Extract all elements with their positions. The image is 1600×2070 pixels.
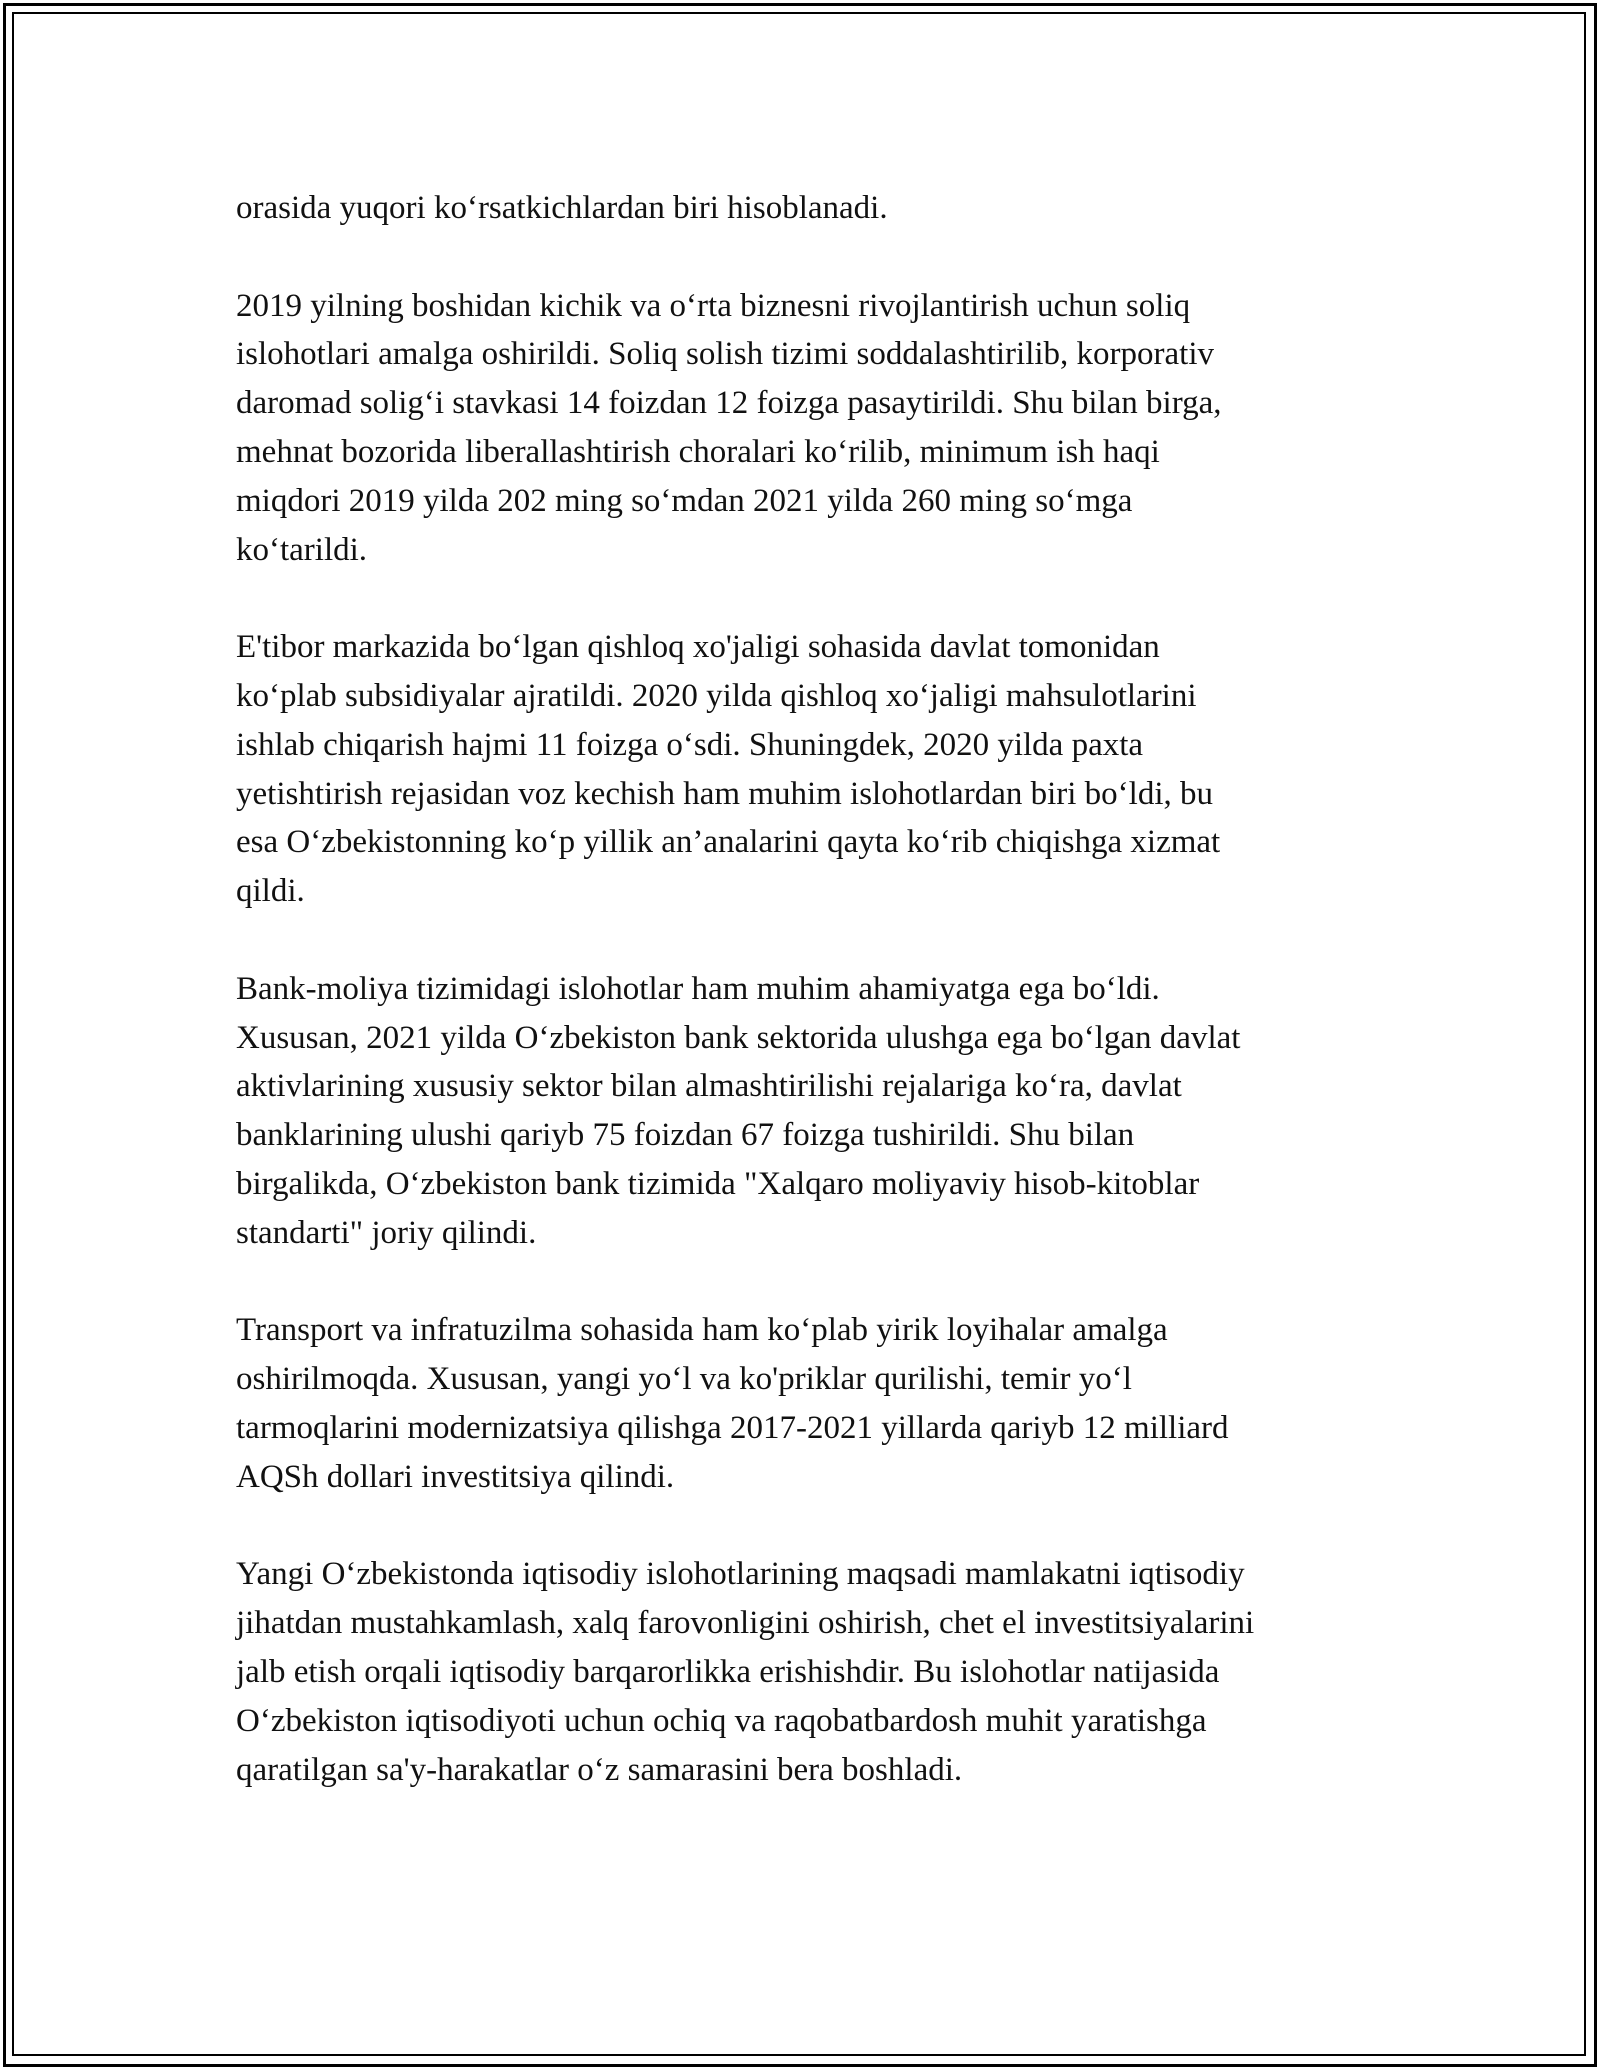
text-line: standarti" joriy qilindi. [236, 1214, 537, 1251]
paragraph-3 [236, 623, 1376, 916]
text-line: esa Oʻzbekistonning koʻp yillik an’analarini qayta koʻrib chiqishga xizmat [236, 824, 1221, 861]
text-line: Xususan, 2021 yilda Oʻzbekiston bank sektorida ulushga ega boʻlgan davlat [236, 1019, 1241, 1056]
text-line: yetishtirish rejasidan voz kechish ham muhim islohotlardan biri boʻldi, bu [236, 775, 1213, 812]
text-line: mehnat bozorida liberallashtirish choralari koʻrilib, minimum ish haqi [236, 433, 1160, 470]
paragraph-gap [236, 1258, 1376, 1307]
text-line: 2019 yilning boshidan kichik va oʻrta biznesni rivojlantirish uchun soliq [236, 287, 1191, 324]
text-line: aktivlarining xususiy sektor bilan almashtirilishi rejalariga koʻra, davlat [236, 1068, 1182, 1105]
text-line: jalb etish orqali iqtisodiy barqarorlikka erishishdir. Bu islohotlar natijasida [236, 1653, 1220, 1690]
paragraph-gap [236, 574, 1376, 623]
text-line: miqdori 2019 yilda 202 ming soʻmdan 2021 yilda 260 ming soʻmga [236, 482, 1133, 519]
paragraph-6 [236, 1550, 1376, 1794]
paragraph-1 [236, 184, 1376, 233]
text-line: orasida yuqori koʻrsatkichlardan biri hisoblanadi. [236, 190, 888, 226]
paragraph-4 [236, 965, 1376, 1258]
text-line: banklarining ulushi qariyb 75 foizdan 67 foizga tushirildi. Shu bilan [236, 1117, 1135, 1154]
text-line: Bank-moliya tizimidagi islohotlar ham muhim ahamiyatga ega boʻldi. [236, 970, 1160, 1007]
text-line: islohotlari amalga oshirildi. Soliq solish tizimi soddalashtirilib, korporativ [236, 336, 1214, 373]
paragraph-5 [236, 1306, 1376, 1501]
paragraph-gap [236, 233, 1376, 282]
paragraph-gap [236, 1502, 1376, 1551]
text-line: Yangi Oʻzbekistonda iqtisodiy islohotlarining maqsadi mamlakatni iqtisodiy [236, 1556, 1245, 1593]
text-line: oshirilmoqda. Xususan, yangi yoʻl va ko'priklar qurilishi, temir yoʻl [236, 1361, 1132, 1398]
text-line: jihatdan mustahkamlash, xalq farovonligini oshirish, chet el investitsiyalarini [236, 1605, 1255, 1642]
paragraph-gap [236, 916, 1376, 965]
text-line: AQSh dollari investitsiya qilindi. [236, 1458, 675, 1495]
text-line: koʻtarildi. [236, 531, 368, 568]
text-line: tarmoqlarini modernizatsiya qilishga 2017-2021 yillarda qariyb 12 milliard [236, 1409, 1229, 1446]
text-line: ishlab chiqarish hajmi 11 foizga oʻsdi. Shuningdek, 2020 yilda paxta [236, 726, 1144, 763]
text-line: birgalikda, Oʻzbekiston bank tizimida "Xalqaro moliyaviy hisob-kitoblar [236, 1165, 1200, 1202]
text-line: E'tibor markazida boʻlgan qishloq xo'jaligi sohasida davlat tomonidan [236, 629, 1160, 666]
text-line: daromad soligʻi stavkasi 14 foizdan 12 foizga pasaytirildi. Shu bilan birga, [236, 385, 1222, 422]
text-line: qildi. [236, 873, 305, 910]
text-line: koʻplab subsidiyalar ajratildi. 2020 yilda qishloq xoʻjaligi mahsulotlarini [236, 677, 1197, 714]
text-line: Transport va infratuzilma sohasida ham koʻplab yirik loyihalar amalga [236, 1312, 1168, 1349]
text-line: Oʻzbekiston iqtisodiyoti uchun ochiq va raqobatbardosh muhit yaratishga [236, 1702, 1207, 1739]
document-body [236, 184, 1376, 1794]
text-line: qaratilgan sa'y-harakatlar oʻz samarasini bera boshladi. [236, 1751, 963, 1788]
paragraph-2 [236, 282, 1376, 575]
